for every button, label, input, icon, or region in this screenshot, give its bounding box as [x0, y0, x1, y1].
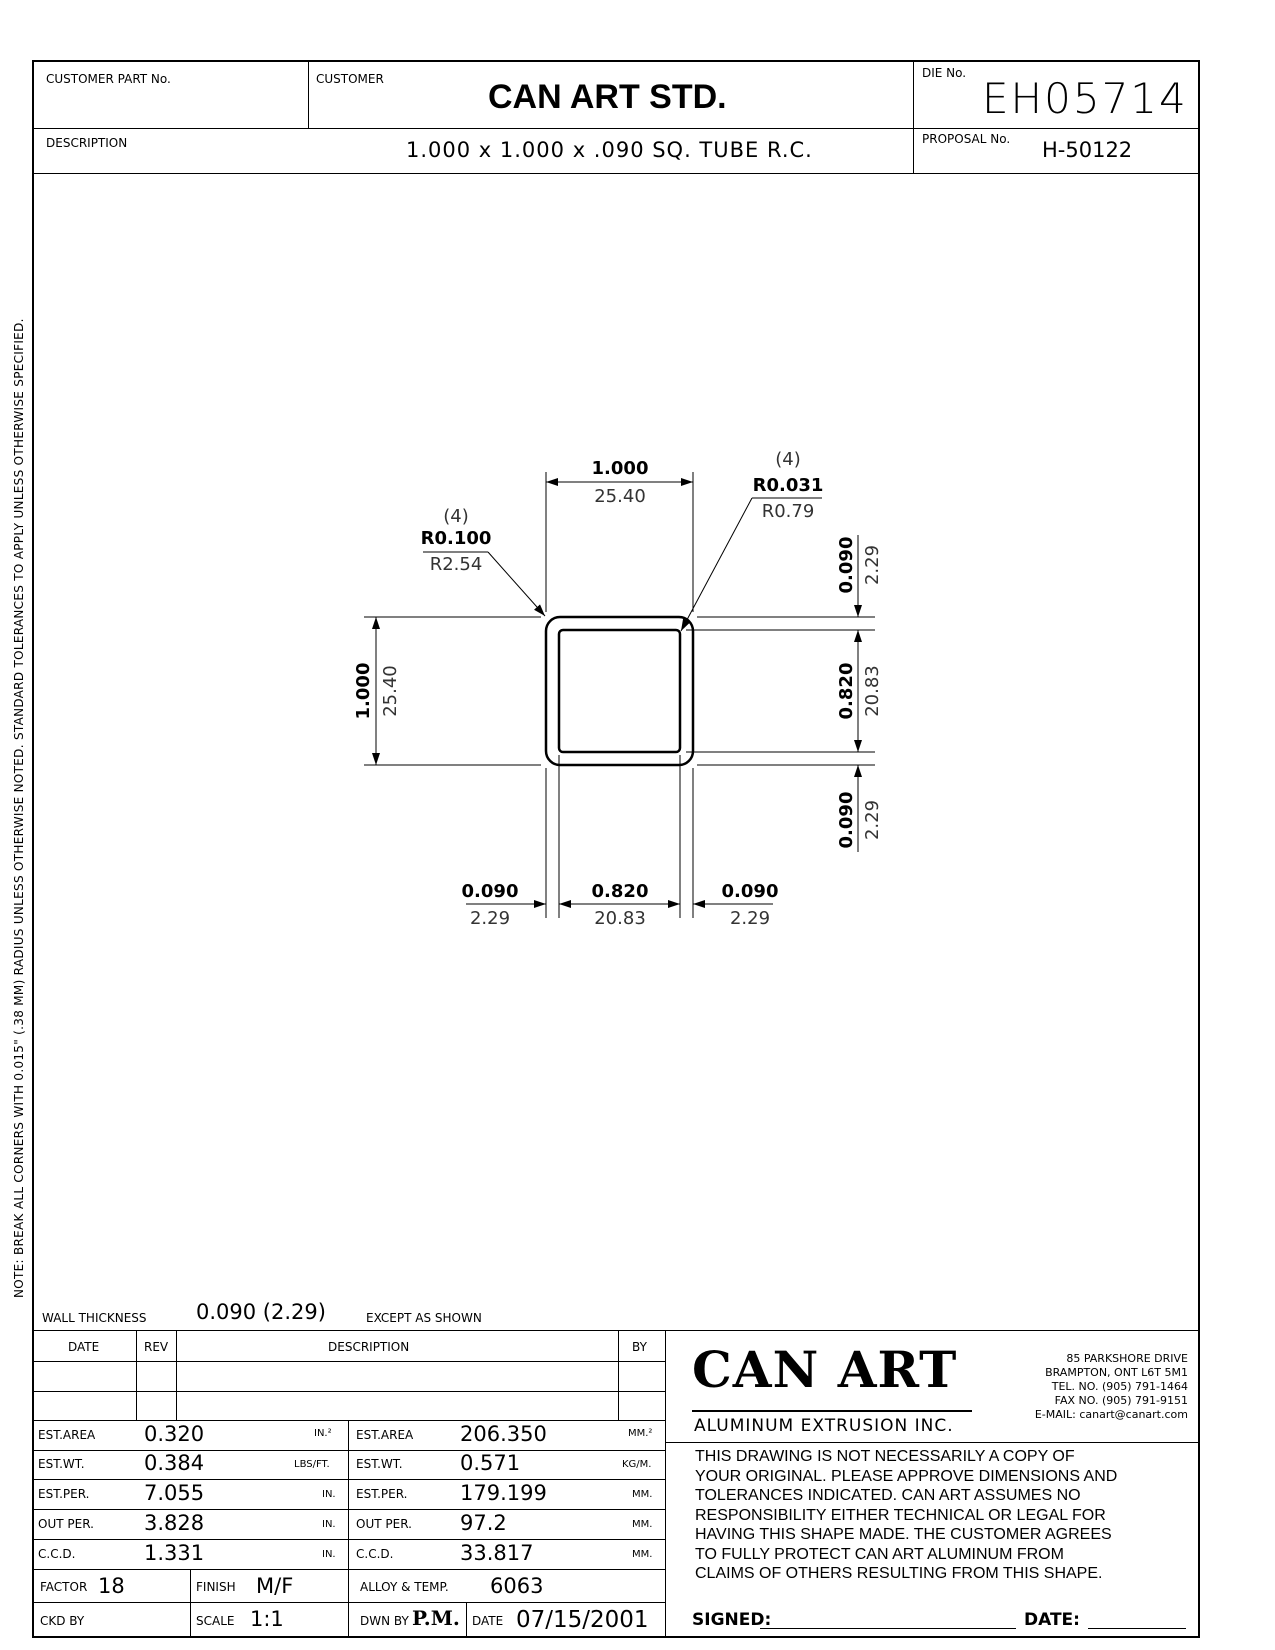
company-subtitle: ALUMINUM EXTRUSION INC. — [694, 1416, 954, 1436]
top-width-mm: 25.40 — [594, 486, 646, 507]
alloy-label: ALLOY & TEMP. — [360, 1580, 449, 1594]
disclaimer-line: YOUR ORIGINAL. PLEASE APPROVE DIMENSIONS AND — [695, 1467, 1118, 1485]
rev-col-1 — [136, 1330, 137, 1420]
imp-wt-value: 0.384 — [144, 1451, 205, 1475]
rev-desc-header: DESCRIPTION — [328, 1340, 410, 1354]
met-outper-value: 97.2 — [460, 1511, 507, 1535]
left-height-mm: 25.40 — [380, 665, 401, 717]
disclaimer-line: RESPONSIBILITY EITHER TECHNICAL OR LEGAL FOR — [695, 1506, 1106, 1524]
tel: TEL. NO. (905) 791-1464 — [1051, 1380, 1188, 1393]
sign-date-label: DATE: — [1024, 1610, 1080, 1630]
finish-value: M/F — [256, 1574, 294, 1598]
imp-per-unit: IN. — [322, 1489, 336, 1500]
right-bottom-wall-mm: 2.29 — [862, 799, 883, 841]
footer-div-2 — [466, 1602, 467, 1638]
top-width-in: 1.000 — [591, 458, 649, 479]
sign-date-line — [1088, 1628, 1186, 1629]
customer-part-label: CUSTOMER PART No. — [46, 72, 171, 86]
left-height-in: 1.000 — [353, 662, 374, 720]
corner-outer-count: (4) — [443, 506, 469, 527]
imp-wt-unit: LBS/FT. — [294, 1459, 330, 1470]
met-ccd-unit: MM. — [632, 1549, 653, 1560]
factor-value: 18 — [98, 1574, 125, 1598]
disclaimer-line: HAVING THIS SHAPE MADE. THE CUSTOMER AGREES — [695, 1526, 1112, 1543]
met-outper-unit: MM. — [632, 1519, 653, 1530]
corner-outer-mm: R2.54 — [429, 554, 483, 575]
met-per-label: EST.PER. — [356, 1487, 408, 1501]
ckd-label: CKD BY — [40, 1614, 85, 1628]
met-ccd-value: 33.817 — [460, 1541, 534, 1565]
tube-outer-wall — [546, 617, 693, 765]
disclaimer-line: THIS DRAWING IS NOT NECESSARILY A COPY OF — [695, 1448, 1075, 1465]
bottom-inner-mm: 20.83 — [594, 908, 646, 929]
footer-div-1 — [190, 1569, 191, 1638]
description-value: 1.000 x 1.000 x .090 SQ. TUBE R.C. — [406, 138, 813, 162]
met-area-unit: MM.² — [628, 1428, 653, 1439]
wall-thickness-suffix: EXCEPT AS SHOWN — [366, 1311, 482, 1325]
rev-by-header: BY — [632, 1340, 647, 1354]
tube-inner-wall — [559, 630, 680, 752]
prop-mid-divider — [348, 1420, 349, 1638]
imp-outper-unit: IN. — [322, 1519, 336, 1530]
corner-inner-mm: R0.79 — [761, 501, 815, 522]
alloy-value: 6063 — [490, 1574, 544, 1598]
wall-thickness-label: WALL THICKNESS — [42, 1311, 147, 1325]
description-label: DESCRIPTION — [46, 136, 128, 150]
dwn-label: DWN BY — [360, 1614, 409, 1628]
rev-rev-header: REV — [144, 1340, 169, 1354]
imp-area-label: EST.AREA — [38, 1428, 96, 1442]
met-area-label: EST.AREA — [356, 1428, 414, 1442]
customer-name: CAN ART STD. — [488, 78, 727, 116]
bottom-inner-in: 0.820 — [591, 881, 649, 902]
rev-col-2 — [176, 1330, 177, 1420]
met-wt-label: EST.WT. — [356, 1457, 403, 1471]
imp-ccd-value: 1.331 — [144, 1541, 205, 1565]
rev-line-1 — [32, 1361, 665, 1362]
imp-outper-label: OUT PER. — [38, 1517, 94, 1531]
imp-wt-label: EST.WT. — [38, 1457, 85, 1471]
imp-ccd-label: C.C.D. — [38, 1547, 76, 1561]
signed-line — [760, 1628, 1016, 1629]
right-top-wall-in: 0.090 — [836, 536, 857, 594]
date-label: DATE — [472, 1614, 504, 1628]
bottom-right-wall-mm: 2.29 — [729, 908, 771, 929]
bottom-left-wall-mm: 2.29 — [469, 908, 511, 929]
finish-label: FINISH — [196, 1580, 236, 1594]
company-logo: CAN ART — [692, 1340, 958, 1399]
address-line-1: 85 PARKSHORE DRIVE — [1066, 1352, 1188, 1365]
imp-per-label: EST.PER. — [38, 1487, 90, 1501]
rev-date-header: DATE — [68, 1340, 100, 1354]
right-inner-mm: 20.83 — [862, 665, 883, 717]
subtitle-line — [665, 1442, 1200, 1443]
imp-area-unit: IN.² — [314, 1428, 332, 1439]
disclaimer-line: TOLERANCES INDICATED. CAN ART ASSUMES NO — [695, 1487, 1081, 1504]
met-area-value: 206.350 — [460, 1422, 547, 1446]
customer-label: CUSTOMER — [316, 72, 384, 86]
corner-inner-count: (4) — [775, 449, 801, 470]
proposal-number: H-50122 — [1042, 138, 1133, 162]
disclaimer — [695, 1447, 1117, 1584]
imp-outper-value: 3.828 — [144, 1511, 205, 1535]
scale-value: 1:1 — [250, 1607, 284, 1631]
date-value: 07/15/2001 — [516, 1607, 649, 1633]
side-note: NOTE: BREAK ALL CORNERS WITH 0.015" (.38 MM) RADIUS UNLESS OTHERWISE NOTED. STANDARD TOLERANCES TO APPLY UNLESS OTHERWISE SPECIFIED. — [12, 318, 26, 1298]
disclaimer-line: TO FULLY PROTECT CAN ART ALUMINUM FROM — [695, 1545, 1064, 1563]
met-per-unit: MM. — [632, 1489, 653, 1500]
logo-underline — [692, 1410, 972, 1412]
bottom-block-divider — [665, 1330, 666, 1638]
bottom-right-wall-in: 0.090 — [721, 881, 779, 902]
bottom-left-wall-in: 0.090 — [461, 881, 519, 902]
met-wt-unit: KG/M. — [622, 1459, 652, 1470]
imp-ccd-unit: IN. — [322, 1549, 336, 1560]
address-line-2: BRAMPTON, ONT L6T 5M1 — [1045, 1366, 1188, 1379]
die-label: DIE No. — [922, 66, 967, 80]
die-number: EH05714 — [982, 74, 1188, 123]
right-bottom-wall-in: 0.090 — [836, 791, 857, 849]
bottom-block-top — [32, 1330, 1200, 1331]
wall-thickness-value: 0.090 (2.29) — [196, 1300, 326, 1324]
corner-inner-in: R0.031 — [752, 475, 824, 496]
corner-outer-in: R0.100 — [420, 528, 492, 549]
imp-per-value: 7.055 — [144, 1481, 205, 1505]
email: E-MAIL: canart@canart.com — [1034, 1408, 1188, 1421]
right-inner-in: 0.820 — [836, 662, 857, 720]
proposal-label: PROPOSAL No. — [922, 132, 1011, 146]
imp-area-value: 0.320 — [144, 1422, 205, 1446]
fax: FAX NO. (905) 791-9151 — [1054, 1394, 1188, 1407]
met-outper-label: OUT PER. — [356, 1517, 412, 1531]
rev-col-3 — [618, 1330, 619, 1420]
scale-label: SCALE — [196, 1614, 235, 1628]
met-ccd-label: C.C.D. — [356, 1547, 394, 1561]
rev-line-2 — [32, 1391, 665, 1392]
met-per-value: 179.199 — [460, 1481, 547, 1505]
dwn-value: P.M. — [412, 1606, 460, 1630]
disclaimer-line: CLAIMS OF OTHERS RESULTING FROM THIS SHAPE. — [695, 1565, 1103, 1582]
right-top-wall-mm: 2.29 — [862, 544, 883, 586]
factor-label: FACTOR — [40, 1580, 88, 1594]
met-wt-value: 0.571 — [460, 1451, 521, 1475]
signed-label: SIGNED: — [692, 1610, 772, 1630]
company-address — [1035, 1352, 1188, 1422]
